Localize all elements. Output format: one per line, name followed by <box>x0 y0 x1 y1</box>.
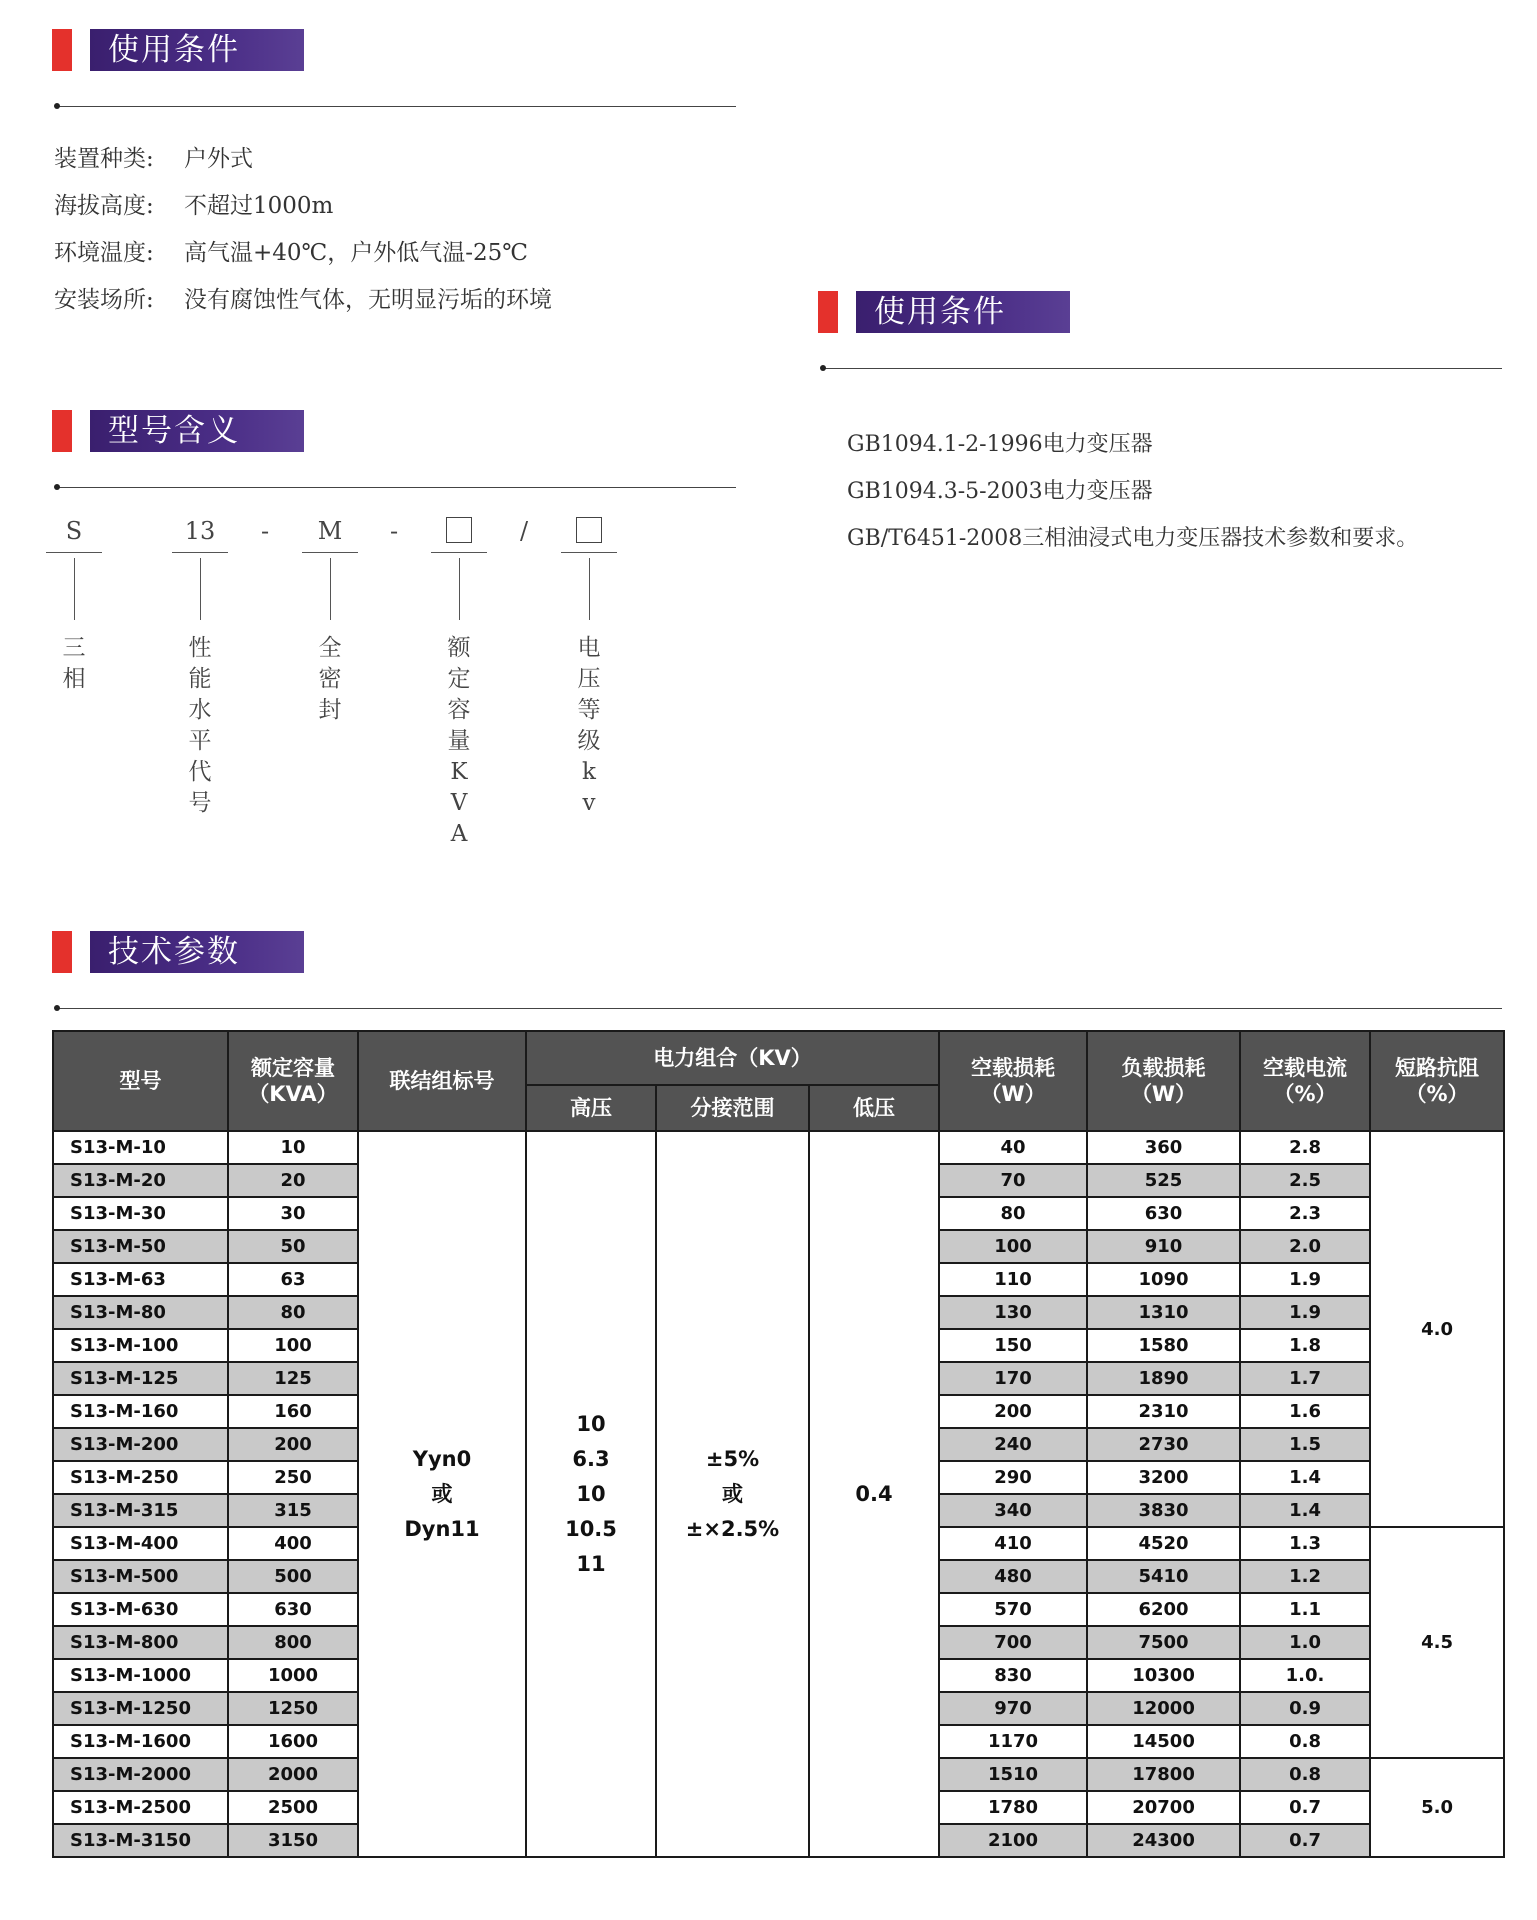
tap-line: ±×2.5% <box>685 1516 780 1541</box>
section-title-label: 使用条件 <box>90 29 304 71</box>
code-description <box>180 633 220 819</box>
condition-row <box>54 285 552 315</box>
cell-load-loss: 1310 <box>1087 1296 1240 1329</box>
code-description-char: 级 <box>577 728 601 754</box>
code-letter: M <box>317 517 343 545</box>
cell-group <box>358 1131 526 1857</box>
cell-model: S13-M-30 <box>53 1197 228 1230</box>
cell-load-loss: 1580 <box>1087 1329 1240 1362</box>
code-description-char: 代 <box>188 759 212 785</box>
cell-model: S13-M-50 <box>53 1230 228 1263</box>
cell-noload-current: 1.0. <box>1240 1659 1370 1692</box>
cell-model: S13-M-1000 <box>53 1659 228 1692</box>
group-line: 或 <box>431 1481 453 1506</box>
cell-model: S13-M-100 <box>53 1329 228 1362</box>
cell-model: S13-M-160 <box>53 1395 228 1428</box>
cell-model: S13-M-2500 <box>53 1791 228 1824</box>
cell-noload-current: 0.7 <box>1240 1824 1370 1857</box>
cell-noload-current: 2.3 <box>1240 1197 1370 1230</box>
cell-noload-loss: 40 <box>939 1131 1087 1164</box>
cell-noload-loss: 480 <box>939 1560 1087 1593</box>
cell-model: S13-M-125 <box>53 1362 228 1395</box>
cell-load-loss: 10300 <box>1087 1659 1240 1692</box>
code-description-char: 压 <box>577 666 601 692</box>
cell-noload-loss: 410 <box>939 1527 1087 1560</box>
code-description-char: 三 <box>62 635 86 661</box>
code-connector <box>330 558 331 620</box>
cell-load-loss: 525 <box>1087 1164 1240 1197</box>
cell-noload-current: 2.5 <box>1240 1164 1370 1197</box>
code-description-char: 号 <box>188 790 212 816</box>
section-rule <box>822 368 1502 369</box>
cell-noload-loss: 2100 <box>939 1824 1087 1857</box>
cell-noload-current: 1.4 <box>1240 1461 1370 1494</box>
cell-noload-current: 0.7 <box>1240 1791 1370 1824</box>
tap-line: ±5% <box>705 1446 760 1471</box>
condition-label: 环境温度: <box>54 240 154 266</box>
cell-model: S13-M-1250 <box>53 1692 228 1725</box>
code-description <box>439 633 479 850</box>
cell-capacity: 20 <box>228 1164 358 1197</box>
condition-row <box>54 191 333 221</box>
code-underline <box>46 552 102 553</box>
condition-label: 海拔高度: <box>54 193 154 219</box>
code-description <box>310 633 350 726</box>
section-marker <box>52 931 72 973</box>
cell-model: S13-M-400 <box>53 1527 228 1560</box>
section-marker <box>818 291 838 333</box>
code-description-char: 容 <box>447 697 471 723</box>
hv-line: 10 <box>576 1481 606 1506</box>
code-description-char: 定 <box>447 666 471 692</box>
code-underline <box>302 552 358 553</box>
tap-line: 或 <box>722 1481 743 1506</box>
section-title-label: 使用条件 <box>856 291 1070 333</box>
cell-impedance: 4.5 <box>1370 1527 1504 1758</box>
code-placeholder-box <box>446 517 472 543</box>
header-tap: 分接范围 <box>656 1085 809 1131</box>
header-noload-loss: 空载损耗 （W） <box>939 1031 1087 1131</box>
condition-value: 高气温+40℃，户外低气温-25℃ <box>184 240 529 266</box>
cell-model: S13-M-500 <box>53 1560 228 1593</box>
code-description <box>54 633 94 695</box>
cell-capacity: 400 <box>228 1527 358 1560</box>
cell-model: S13-M-630 <box>53 1593 228 1626</box>
code-description-char: A <box>450 821 468 847</box>
code-description-char: 水 <box>188 697 212 723</box>
code-connector <box>589 558 590 620</box>
code-description-char: K <box>450 759 468 785</box>
cell-noload-loss: 340 <box>939 1494 1087 1527</box>
section-rule <box>56 487 736 488</box>
cell-noload-current: 0.8 <box>1240 1758 1370 1791</box>
cell-load-loss: 2730 <box>1087 1428 1240 1461</box>
code-description-char: 平 <box>188 728 212 754</box>
header-group: 联结组标号 <box>358 1031 526 1131</box>
header-model: 型号 <box>53 1031 228 1131</box>
code-description-char: 性 <box>188 635 212 661</box>
cell-capacity: 2000 <box>228 1758 358 1791</box>
condition-label: 安装场所: <box>54 287 154 313</box>
cell-load-loss: 1890 <box>1087 1362 1240 1395</box>
code-description-char: 封 <box>318 697 342 723</box>
cell-capacity: 630 <box>228 1593 358 1626</box>
cell-capacity: 1600 <box>228 1725 358 1758</box>
code-description-char: 额 <box>447 635 471 661</box>
standard-item: GB1094.3-5-2003电力变压器 <box>847 479 1153 504</box>
cell-noload-current: 1.2 <box>1240 1560 1370 1593</box>
spec-table <box>52 1030 1505 1858</box>
cell-capacity: 10 <box>228 1131 358 1164</box>
hv-line: 10 <box>576 1411 606 1436</box>
code-description-char: v <box>582 790 596 816</box>
cell-capacity: 160 <box>228 1395 358 1428</box>
cell-load-loss: 910 <box>1087 1230 1240 1263</box>
cell-impedance: 5.0 <box>1370 1758 1504 1857</box>
cell-noload-loss: 170 <box>939 1362 1087 1395</box>
code-description-char: 全 <box>318 635 342 661</box>
cell-tap <box>656 1131 809 1857</box>
code-description-char: 密 <box>318 666 342 692</box>
header-impedance: 短路抗阻 （%） <box>1370 1031 1504 1131</box>
code-connector <box>200 558 201 620</box>
header-noload-current: 空载电流 （%） <box>1240 1031 1370 1131</box>
cell-load-loss: 20700 <box>1087 1791 1240 1824</box>
section-marker <box>52 29 72 71</box>
code-underline <box>172 552 228 553</box>
cell-model: S13-M-800 <box>53 1626 228 1659</box>
hv-line: 11 <box>576 1551 606 1576</box>
cell-capacity: 1000 <box>228 1659 358 1692</box>
group-line: Dyn11 <box>404 1516 480 1541</box>
cell-load-loss: 17800 <box>1087 1758 1240 1791</box>
cell-noload-current: 1.1 <box>1240 1593 1370 1626</box>
cell-capacity: 250 <box>228 1461 358 1494</box>
cell-load-loss: 7500 <box>1087 1626 1240 1659</box>
cell-noload-loss: 1780 <box>939 1791 1087 1824</box>
code-description <box>569 633 609 819</box>
table-row <box>53 1131 1504 1164</box>
section-marker <box>52 410 72 452</box>
cell-noload-current: 2.8 <box>1240 1131 1370 1164</box>
condition-row <box>54 144 253 174</box>
cell-noload-loss: 100 <box>939 1230 1087 1263</box>
cell-capacity: 30 <box>228 1197 358 1230</box>
standard-item: GB1094.1-2-1996电力变压器 <box>847 432 1153 457</box>
cell-noload-loss: 970 <box>939 1692 1087 1725</box>
cell-model: S13-M-63 <box>53 1263 228 1296</box>
cell-noload-loss: 830 <box>939 1659 1087 1692</box>
code-description-char: 电 <box>577 635 601 661</box>
cell-noload-current: 1.9 <box>1240 1263 1370 1296</box>
cell-capacity: 1250 <box>228 1692 358 1725</box>
condition-label: 装置种类: <box>54 146 154 172</box>
cell-load-loss: 6200 <box>1087 1593 1240 1626</box>
condition-value: 不超过1000m <box>184 193 334 219</box>
cell-noload-loss: 70 <box>939 1164 1087 1197</box>
section-rule <box>56 1008 1502 1009</box>
code-letter: 13 <box>184 517 216 545</box>
code-connector <box>74 558 75 620</box>
cell-load-loss: 12000 <box>1087 1692 1240 1725</box>
cell-load-loss: 1090 <box>1087 1263 1240 1296</box>
code-description-char: k <box>582 759 596 785</box>
hv-line: 6.3 <box>572 1446 610 1471</box>
cell-noload-current: 1.7 <box>1240 1362 1370 1395</box>
code-separator: - <box>260 517 270 545</box>
cell-capacity: 63 <box>228 1263 358 1296</box>
section-rule <box>56 106 736 107</box>
cell-model: S13-M-3150 <box>53 1824 228 1857</box>
cell-hv <box>526 1131 656 1857</box>
cell-model: S13-M-2000 <box>53 1758 228 1791</box>
cell-noload-loss: 80 <box>939 1197 1087 1230</box>
cell-noload-current: 0.8 <box>1240 1725 1370 1758</box>
condition-value: 户外式 <box>184 146 253 172</box>
cell-load-loss: 14500 <box>1087 1725 1240 1758</box>
code-underline <box>431 552 487 553</box>
cell-load-loss: 4520 <box>1087 1527 1240 1560</box>
cell-noload-loss: 290 <box>939 1461 1087 1494</box>
condition-value: 没有腐蚀性气体，无明显污垢的环境 <box>184 287 552 313</box>
cell-noload-current: 2.0 <box>1240 1230 1370 1263</box>
cell-capacity: 100 <box>228 1329 358 1362</box>
header-power: 电力组合（KV） <box>526 1031 939 1085</box>
code-separator: / <box>519 517 529 545</box>
cell-noload-current: 1.0 <box>1240 1626 1370 1659</box>
cell-noload-current: 1.8 <box>1240 1329 1370 1362</box>
code-description-char: 量 <box>447 728 471 754</box>
cell-capacity: 800 <box>228 1626 358 1659</box>
condition-row <box>54 238 528 268</box>
cell-model: S13-M-10 <box>53 1131 228 1164</box>
cell-load-loss: 3830 <box>1087 1494 1240 1527</box>
cell-capacity: 200 <box>228 1428 358 1461</box>
cell-noload-loss: 1170 <box>939 1725 1087 1758</box>
header-lv: 低压 <box>809 1085 939 1131</box>
cell-model: S13-M-315 <box>53 1494 228 1527</box>
cell-load-loss: 24300 <box>1087 1824 1240 1857</box>
cell-load-loss: 3200 <box>1087 1461 1240 1494</box>
cell-noload-current: 1.3 <box>1240 1527 1370 1560</box>
cell-capacity: 50 <box>228 1230 358 1263</box>
cell-capacity: 315 <box>228 1494 358 1527</box>
cell-noload-loss: 1510 <box>939 1758 1087 1791</box>
cell-load-loss: 2310 <box>1087 1395 1240 1428</box>
cell-model: S13-M-200 <box>53 1428 228 1461</box>
cell-load-loss: 360 <box>1087 1131 1240 1164</box>
cell-model: S13-M-80 <box>53 1296 228 1329</box>
header-hv: 高压 <box>526 1085 656 1131</box>
cell-noload-current: 1.6 <box>1240 1395 1370 1428</box>
group-line: Yyn0 <box>412 1446 472 1471</box>
code-description-char: 能 <box>188 666 212 692</box>
section-title-label: 技术参数 <box>90 931 304 973</box>
cell-noload-loss: 700 <box>939 1626 1087 1659</box>
standard-item: GB/T6451-2008三相油浸式电力变压器技术参数和要求。 <box>847 526 1419 551</box>
cell-capacity: 80 <box>228 1296 358 1329</box>
cell-noload-current: 1.9 <box>1240 1296 1370 1329</box>
cell-noload-loss: 150 <box>939 1329 1087 1362</box>
hv-line: 10.5 <box>565 1516 617 1541</box>
cell-capacity: 500 <box>228 1560 358 1593</box>
cell-model: S13-M-250 <box>53 1461 228 1494</box>
cell-noload-current: 1.4 <box>1240 1494 1370 1527</box>
code-connector <box>459 558 460 620</box>
cell-load-loss: 630 <box>1087 1197 1240 1230</box>
cell-model: S13-M-20 <box>53 1164 228 1197</box>
code-description-char: V <box>450 790 468 816</box>
cell-noload-current: 1.5 <box>1240 1428 1370 1461</box>
code-separator: - <box>389 517 399 545</box>
cell-noload-loss: 200 <box>939 1395 1087 1428</box>
cell-noload-loss: 110 <box>939 1263 1087 1296</box>
cell-noload-current: 0.9 <box>1240 1692 1370 1725</box>
cell-lv: 0.4 <box>809 1131 939 1857</box>
cell-noload-loss: 130 <box>939 1296 1087 1329</box>
cell-capacity: 3150 <box>228 1824 358 1857</box>
header-load-loss: 负载损耗 （W） <box>1087 1031 1240 1131</box>
cell-noload-loss: 570 <box>939 1593 1087 1626</box>
section-title-label: 型号含义 <box>90 410 304 452</box>
cell-load-loss: 5410 <box>1087 1560 1240 1593</box>
header-capacity: 额定容量 （KVA） <box>228 1031 358 1131</box>
code-description-char: 相 <box>62 666 86 692</box>
code-letter: S <box>65 517 83 545</box>
cell-capacity: 2500 <box>228 1791 358 1824</box>
code-placeholder-box <box>576 517 602 543</box>
cell-model: S13-M-1600 <box>53 1725 228 1758</box>
cell-impedance: 4.0 <box>1370 1131 1504 1527</box>
code-description-char: 等 <box>577 697 601 723</box>
code-underline <box>561 552 617 553</box>
cell-capacity: 125 <box>228 1362 358 1395</box>
cell-noload-loss: 240 <box>939 1428 1087 1461</box>
